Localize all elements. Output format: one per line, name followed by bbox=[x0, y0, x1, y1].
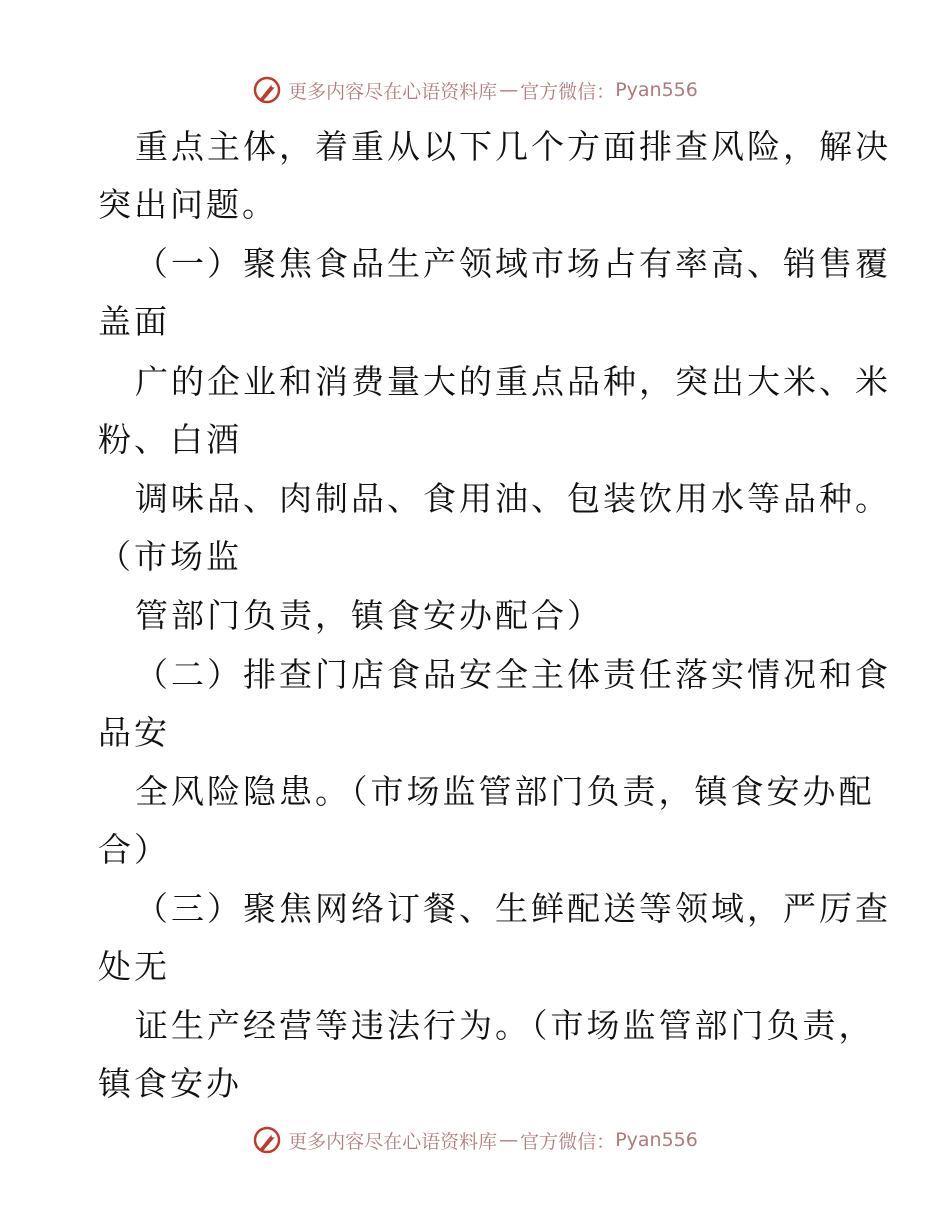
text-line: （二）排查门店食品安全主体责任落实情况和食 bbox=[135, 655, 891, 694]
text-line: 突出问题。 bbox=[98, 185, 278, 224]
banner-account: Pyan556 bbox=[615, 1129, 698, 1151]
banner-text: 更多内容尽在心语资料库 bbox=[288, 1130, 498, 1153]
banner-official-label: 官方微信： bbox=[520, 1130, 616, 1153]
text-line: 处无 bbox=[98, 947, 170, 986]
text-line: （市场监 bbox=[98, 537, 242, 576]
text-line: 证生产经营等违法行为。（市场监管部门负责， bbox=[135, 1006, 875, 1045]
text-line: 合） bbox=[98, 830, 170, 869]
header-watermark-banner bbox=[0, 70, 950, 110]
footer-watermark-banner bbox=[0, 1120, 950, 1160]
text-line: 盖面 bbox=[98, 302, 170, 341]
text-line: 重点主体，着重从以下几个方面排查风险，解决 bbox=[135, 127, 891, 166]
text-line: 管部门负责，镇食安办配合） bbox=[135, 596, 603, 635]
pen-circle-logo-icon bbox=[252, 1125, 282, 1155]
text-line: 广的企业和消费量大的重点品种，突出大米、米 bbox=[135, 362, 891, 401]
pen-circle-logo-icon bbox=[252, 75, 282, 105]
text-line: 全风险隐患。（市场监管部门负责，镇食安办配 bbox=[135, 772, 875, 811]
banner-dash: — bbox=[499, 79, 519, 101]
text-line: 调味品、肉制品、食用油、包装饮用水等品种。 bbox=[135, 479, 891, 518]
banner-dash: — bbox=[499, 1129, 519, 1151]
text-line: 镇食安办 bbox=[98, 1064, 242, 1103]
banner-account: Pyan556 bbox=[615, 79, 698, 101]
banner-text: 更多内容尽在心语资料库 bbox=[288, 80, 498, 103]
banner-official-label: 官方微信： bbox=[520, 80, 616, 103]
text-line: 粉、白酒 bbox=[98, 420, 242, 459]
text-line: 品安 bbox=[98, 713, 170, 752]
text-line: （三）聚焦网络订餐、生鲜配送等领域，严厉查 bbox=[135, 889, 891, 928]
text-line: （一）聚焦食品生产领域市场占有率高、销售覆 bbox=[135, 244, 891, 283]
